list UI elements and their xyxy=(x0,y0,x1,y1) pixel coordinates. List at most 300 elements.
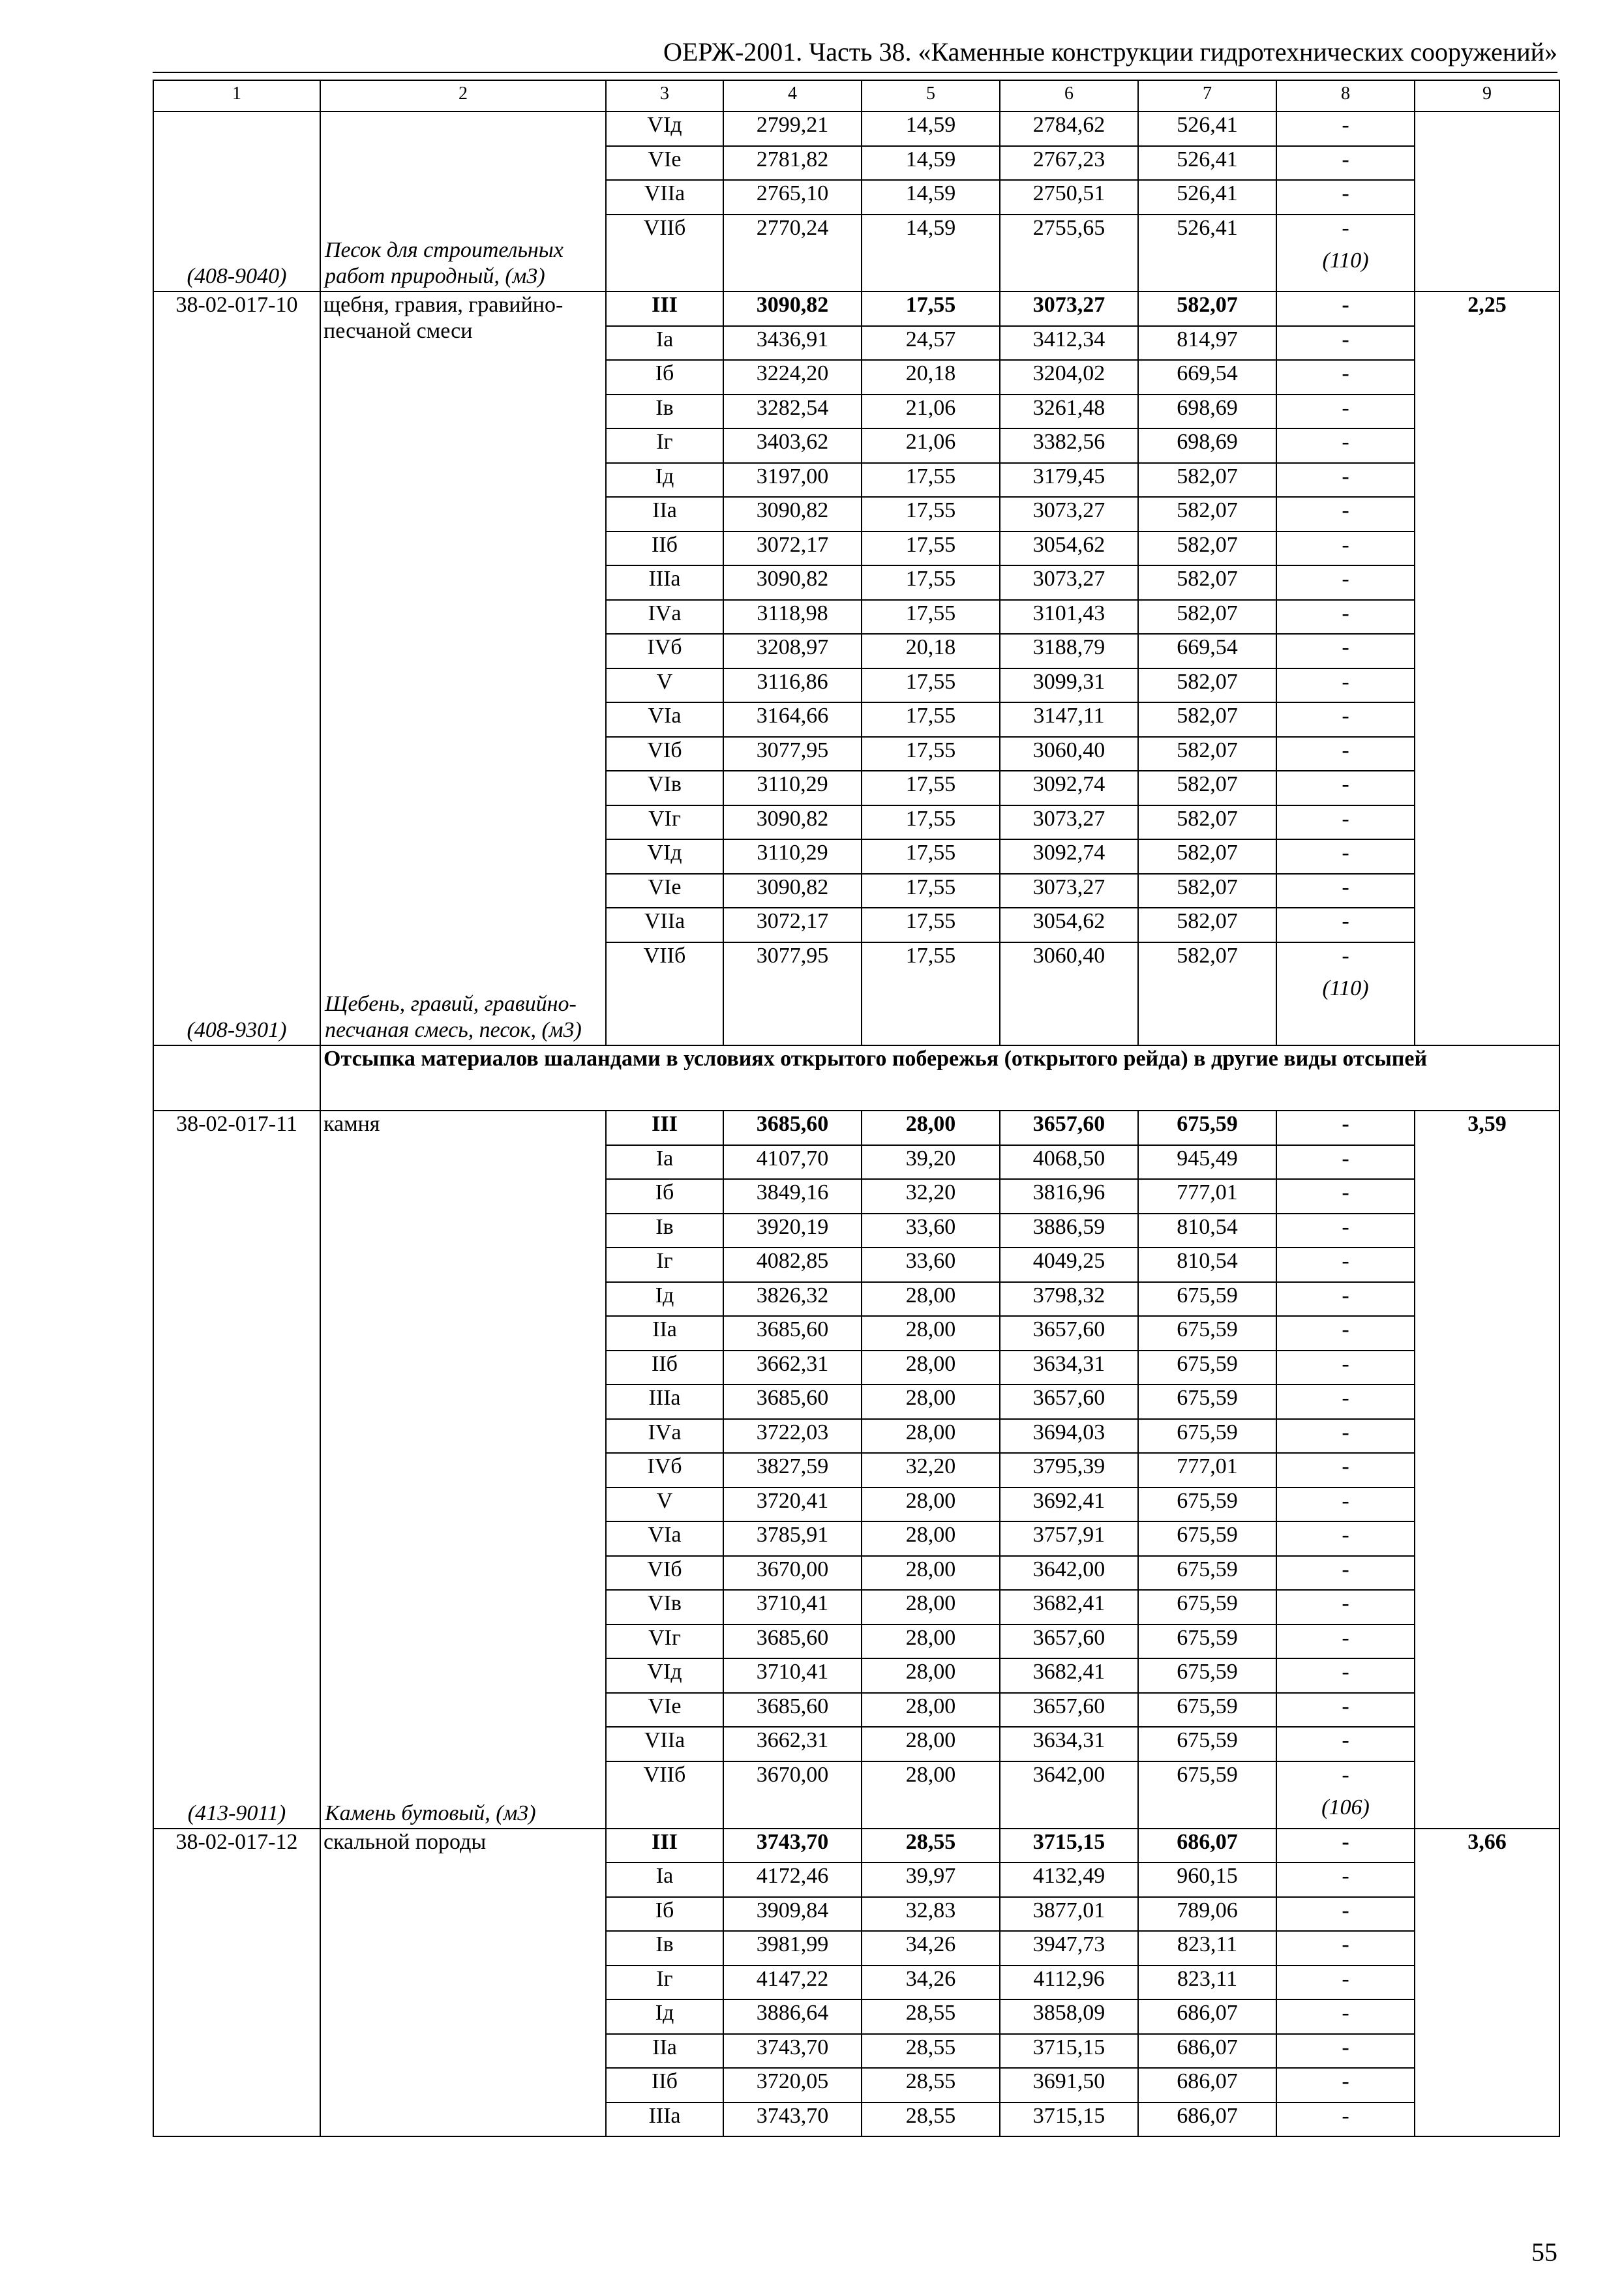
cell-col6: 3073,27 xyxy=(1000,874,1138,908)
cell-col4: 3090,82 xyxy=(723,497,862,531)
cell-col6: 3715,15 xyxy=(1000,2034,1138,2069)
cell-col7: 582,07 xyxy=(1138,668,1276,703)
cell-col8: - xyxy=(1276,531,1415,566)
cell-col5: 17,55 xyxy=(862,771,1000,805)
cell-col6: 3642,00 xyxy=(1000,1556,1138,1591)
cell-col8: - xyxy=(1276,112,1415,146)
cell-col6: 3642,00 xyxy=(1000,1761,1138,1795)
cell-col7: 675,59 xyxy=(1138,1488,1276,1522)
colnum-8: 8 xyxy=(1276,80,1415,112)
cell-col4: 3710,41 xyxy=(723,1658,862,1693)
cell-col8: - xyxy=(1276,1179,1415,1214)
cell-col3: Iв xyxy=(606,1931,723,1966)
cell-col6: 3054,62 xyxy=(1000,531,1138,566)
cell-col6: 3060,40 xyxy=(1000,942,1138,976)
name-cell xyxy=(320,292,606,1045)
cell-col6: 3054,62 xyxy=(1000,908,1138,942)
cell-col7: 526,41 xyxy=(1138,215,1276,248)
cell-col8: - xyxy=(1276,1419,1415,1454)
cell-col8: - xyxy=(1276,908,1415,942)
cell-col5: 28,55 xyxy=(862,2068,1000,2102)
cell-col5: 32,20 xyxy=(862,1179,1000,1214)
cell-col7: 686,07 xyxy=(1138,2102,1276,2137)
cell-col4: 3685,60 xyxy=(723,1693,862,1728)
cell-col5: 21,06 xyxy=(862,395,1000,429)
cell-col4: 3077,95 xyxy=(723,737,862,771)
cell-col4: 3197,00 xyxy=(723,463,862,498)
cell-col7: 675,59 xyxy=(1138,1316,1276,1351)
cell-col8: - xyxy=(1276,292,1415,326)
cell-col4: 3685,60 xyxy=(723,1316,862,1351)
cell-col5: 28,00 xyxy=(862,1761,1000,1795)
cell-col6: 3657,60 xyxy=(1000,1693,1138,1728)
cell-col5: 17,55 xyxy=(862,565,1000,600)
colnum-5: 5 xyxy=(862,80,1000,112)
cell-col4: 3072,17 xyxy=(723,908,862,942)
cell-col8: - xyxy=(1276,1590,1415,1624)
cell-col3: VIв xyxy=(606,771,723,805)
cell-col8: - xyxy=(1276,839,1415,874)
cell-col3: IVа xyxy=(606,1419,723,1454)
cell-col3: VIIа xyxy=(606,1727,723,1761)
cell-col7: 582,07 xyxy=(1138,908,1276,942)
cell-col7: 669,54 xyxy=(1138,360,1276,395)
coefficient-cell: 3,66 xyxy=(1415,1829,1559,2137)
cell-col3: III xyxy=(606,1111,723,1145)
cell-col3: IVб xyxy=(606,634,723,668)
cell-col7: 582,07 xyxy=(1138,600,1276,635)
cell-col7: 698,69 xyxy=(1138,428,1276,463)
resource-col6 xyxy=(1000,248,1138,292)
cell-col8: - xyxy=(1276,395,1415,429)
resource-col8: (106) xyxy=(1276,1795,1415,1829)
cell-col3: VIа xyxy=(606,702,723,737)
cell-col4: 3077,95 xyxy=(723,942,862,976)
cell-col8: - xyxy=(1276,600,1415,635)
cell-col7: 823,11 xyxy=(1138,1931,1276,1966)
cell-col6: 4068,50 xyxy=(1000,1145,1138,1180)
cell-col6: 3060,40 xyxy=(1000,737,1138,771)
cell-col5: 28,55 xyxy=(862,1999,1000,2034)
cell-col8: - xyxy=(1276,215,1415,248)
cell-col4: 3208,97 xyxy=(723,634,862,668)
cell-col3: VIе xyxy=(606,1693,723,1728)
page-header: ОЕРЖ-2001. Часть 38. «Каменные конструкции гидротехнических сооружений» xyxy=(663,37,1557,67)
cell-col8: - xyxy=(1276,1727,1415,1761)
cell-col8: - xyxy=(1276,326,1415,361)
cell-col5: 20,18 xyxy=(862,634,1000,668)
cell-col6: 3188,79 xyxy=(1000,634,1138,668)
cell-col6: 3757,91 xyxy=(1000,1521,1138,1556)
cell-col5: 17,55 xyxy=(862,531,1000,566)
cell-col3: V xyxy=(606,1488,723,1522)
cell-col8: - xyxy=(1276,1693,1415,1728)
cell-col6: 3147,11 xyxy=(1000,702,1138,737)
cell-col7: 675,59 xyxy=(1138,1693,1276,1728)
cell-col5: 17,55 xyxy=(862,839,1000,874)
resource-col6 xyxy=(1000,1795,1138,1829)
cell-col3: VIIб xyxy=(606,215,723,248)
cell-col5: 17,55 xyxy=(862,874,1000,908)
cell-col8: - xyxy=(1276,1966,1415,2000)
cell-col6: 3691,50 xyxy=(1000,2068,1138,2102)
cell-col8: - xyxy=(1276,1282,1415,1317)
cell-col7: 675,59 xyxy=(1138,1590,1276,1624)
cell-col7: 582,07 xyxy=(1138,805,1276,840)
cell-col5: 14,59 xyxy=(862,180,1000,215)
cell-col4: 3072,17 xyxy=(723,531,862,566)
cell-col6: 3634,31 xyxy=(1000,1351,1138,1385)
cell-col5: 17,55 xyxy=(862,737,1000,771)
resource-col4 xyxy=(723,1795,862,1829)
cell-col4: 2799,21 xyxy=(723,112,862,146)
cell-col4: 3849,16 xyxy=(723,1179,862,1214)
cell-col7: 582,07 xyxy=(1138,702,1276,737)
cell-col8: - xyxy=(1276,1145,1415,1180)
cell-col4: 3743,70 xyxy=(723,1829,862,1863)
coefficient-cell: 3,59 xyxy=(1415,1111,1559,1829)
resource-col5 xyxy=(862,976,1000,1045)
cell-col5: 14,59 xyxy=(862,112,1000,146)
resource-col5 xyxy=(862,248,1000,292)
cell-col6: 3657,60 xyxy=(1000,1384,1138,1419)
cell-col4: 3826,32 xyxy=(723,1282,862,1317)
cell-col8: - xyxy=(1276,1453,1415,1488)
cell-col5: 17,55 xyxy=(862,600,1000,635)
column-number-row xyxy=(153,80,1559,112)
cell-col7: 810,54 xyxy=(1138,1214,1276,1248)
cell-col8: - xyxy=(1276,1384,1415,1419)
cell-col6: 3816,96 xyxy=(1000,1179,1138,1214)
cell-col6: 3101,43 xyxy=(1000,600,1138,635)
colnum-6: 6 xyxy=(1000,80,1138,112)
cell-col6: 4049,25 xyxy=(1000,1248,1138,1282)
cell-col3: IIа xyxy=(606,1316,723,1351)
cell-col7: 675,59 xyxy=(1138,1727,1276,1761)
cell-col5: 17,55 xyxy=(862,805,1000,840)
cell-col7: 526,41 xyxy=(1138,180,1276,215)
cell-col4: 3685,60 xyxy=(723,1111,862,1145)
cell-col3: IIа xyxy=(606,497,723,531)
cell-col5: 28,00 xyxy=(862,1419,1000,1454)
cell-col6: 2750,51 xyxy=(1000,180,1138,215)
cell-col5: 17,55 xyxy=(862,497,1000,531)
cell-col5: 39,20 xyxy=(862,1145,1000,1180)
cell-col7: 686,07 xyxy=(1138,1999,1276,2034)
section-spacer xyxy=(153,1045,320,1111)
cell-col4: 3886,64 xyxy=(723,1999,862,2034)
cell-col5: 28,00 xyxy=(862,1590,1000,1624)
cell-col6: 3073,27 xyxy=(1000,497,1138,531)
cell-col4: 3785,91 xyxy=(723,1521,862,1556)
resource-col5 xyxy=(862,1795,1000,1829)
cell-col3: VIа xyxy=(606,1521,723,1556)
section-title: Отсыпка материалов шаландами в условиях открытого побережья (открытого рейда) в другие виды отсыпей xyxy=(320,1045,1559,1111)
cell-col4: 3662,31 xyxy=(723,1351,862,1385)
cell-col6: 3092,74 xyxy=(1000,839,1138,874)
colnum-2: 2 xyxy=(320,80,606,112)
cell-col4: 3743,70 xyxy=(723,2034,862,2069)
cell-col8: - xyxy=(1276,702,1415,737)
cell-col3: III xyxy=(606,1829,723,1863)
cell-col4: 3710,41 xyxy=(723,1590,862,1624)
cell-col4: 4107,70 xyxy=(723,1145,862,1180)
cell-col3: IIб xyxy=(606,531,723,566)
cell-col5: 34,26 xyxy=(862,1966,1000,2000)
cell-col4: 3436,91 xyxy=(723,326,862,361)
cell-col5: 33,60 xyxy=(862,1248,1000,1282)
cell-col4: 3920,19 xyxy=(723,1214,862,1248)
cell-col5: 17,55 xyxy=(862,668,1000,703)
cell-col5: 28,00 xyxy=(862,1624,1000,1659)
cell-col5: 28,00 xyxy=(862,1658,1000,1693)
cell-col4: 4082,85 xyxy=(723,1248,862,1282)
colnum-1: 1 xyxy=(153,80,320,112)
cell-col5: 28,00 xyxy=(862,1384,1000,1419)
colnum-7: 7 xyxy=(1138,80,1276,112)
cell-col6: 3657,60 xyxy=(1000,1316,1138,1351)
cell-col8: - xyxy=(1276,360,1415,395)
item-name: щебня, гравия, гравийно-песчаной смеси xyxy=(323,293,564,343)
cell-col3: Iб xyxy=(606,1897,723,1932)
cell-col6: 3073,27 xyxy=(1000,565,1138,600)
cell-col6: 2767,23 xyxy=(1000,146,1138,181)
section-row xyxy=(153,1045,1559,1111)
cell-col5: 28,00 xyxy=(862,1488,1000,1522)
cell-col3: VIIб xyxy=(606,1761,723,1795)
cell-col6: 3795,39 xyxy=(1000,1453,1138,1488)
cell-col4: 3685,60 xyxy=(723,1384,862,1419)
cell-col6: 2755,65 xyxy=(1000,215,1138,248)
table-row xyxy=(153,292,1559,326)
cell-col7: 945,49 xyxy=(1138,1145,1276,1180)
cell-col7: 675,59 xyxy=(1138,1556,1276,1591)
cell-col7: 675,59 xyxy=(1138,1384,1276,1419)
cell-col3: VIIа xyxy=(606,908,723,942)
cell-col3: Iв xyxy=(606,395,723,429)
cell-col3: VIд xyxy=(606,1658,723,1693)
cell-col8: - xyxy=(1276,805,1415,840)
cell-col6: 3261,48 xyxy=(1000,395,1138,429)
cell-col6: 3858,09 xyxy=(1000,1999,1138,2034)
cell-col5: 17,55 xyxy=(862,463,1000,498)
cell-col8: - xyxy=(1276,1863,1415,1897)
cell-col8: - xyxy=(1276,1658,1415,1693)
table-row xyxy=(153,1829,1559,1863)
cell-col3: Iа xyxy=(606,326,723,361)
code-cell xyxy=(153,1111,320,1829)
resource-code: (408-9301) xyxy=(187,1018,287,1042)
table-row xyxy=(153,112,1559,146)
rates-table xyxy=(153,80,1560,2137)
cell-col3: IIб xyxy=(606,1351,723,1385)
resource-col7 xyxy=(1138,976,1276,1045)
cell-col3: Iд xyxy=(606,1282,723,1317)
name-cell xyxy=(320,1111,606,1829)
cell-col5: 17,55 xyxy=(862,702,1000,737)
cell-col5: 28,00 xyxy=(862,1316,1000,1351)
cell-col8: - xyxy=(1276,942,1415,976)
cell-col5: 21,06 xyxy=(862,428,1000,463)
cell-col7: 582,07 xyxy=(1138,565,1276,600)
cell-col6: 3682,41 xyxy=(1000,1658,1138,1693)
cell-col3: VIе xyxy=(606,874,723,908)
cell-col3: VIд xyxy=(606,112,723,146)
cell-col3: Iг xyxy=(606,1248,723,1282)
cell-col5: 39,97 xyxy=(862,1863,1000,1897)
cell-col4: 3743,70 xyxy=(723,2102,862,2137)
table-body xyxy=(153,80,1559,2136)
cell-col8: - xyxy=(1276,1248,1415,1282)
cell-col4: 3118,98 xyxy=(723,600,862,635)
cell-col7: 582,07 xyxy=(1138,531,1276,566)
coefficient-cell: 2,25 xyxy=(1415,292,1559,1045)
cell-col3: Iб xyxy=(606,360,723,395)
header-rule xyxy=(153,72,1557,73)
cell-col4: 3090,82 xyxy=(723,874,862,908)
cell-col7: 675,59 xyxy=(1138,1624,1276,1659)
cell-col4: 3090,82 xyxy=(723,565,862,600)
cell-col8: - xyxy=(1276,1214,1415,1248)
cell-col4: 2770,24 xyxy=(723,215,862,248)
cell-col7: 582,07 xyxy=(1138,292,1276,326)
cell-col6: 3798,32 xyxy=(1000,1282,1138,1317)
cell-col6: 3947,73 xyxy=(1000,1931,1138,1966)
cell-col4: 3670,00 xyxy=(723,1761,862,1795)
cell-col6: 3877,01 xyxy=(1000,1897,1138,1932)
cell-col6: 3692,41 xyxy=(1000,1488,1138,1522)
cell-col5: 28,00 xyxy=(862,1111,1000,1145)
cell-col3: VIв xyxy=(606,1590,723,1624)
cell-col3: IIIа xyxy=(606,2102,723,2137)
cell-col5: 28,00 xyxy=(862,1556,1000,1591)
resource-col7 xyxy=(1138,248,1276,292)
cell-col4: 3090,82 xyxy=(723,292,862,326)
cell-col4: 3981,99 xyxy=(723,1931,862,1966)
cell-col8: - xyxy=(1276,1111,1415,1145)
cell-col8: - xyxy=(1276,2034,1415,2069)
cell-col5: 24,57 xyxy=(862,326,1000,361)
resource-col4 xyxy=(723,248,862,292)
cell-col8: - xyxy=(1276,1897,1415,1932)
cell-col8: - xyxy=(1276,2068,1415,2102)
cell-col3: VIIа xyxy=(606,180,723,215)
cell-col5: 14,59 xyxy=(862,215,1000,248)
cell-col5: 20,18 xyxy=(862,360,1000,395)
cell-col6: 3715,15 xyxy=(1000,1829,1138,1863)
cell-col6: 2784,62 xyxy=(1000,112,1138,146)
cell-col8: - xyxy=(1276,1999,1415,2034)
cell-col6: 3634,31 xyxy=(1000,1727,1138,1761)
cell-col7: 810,54 xyxy=(1138,1248,1276,1282)
cell-col3: VIIб xyxy=(606,942,723,976)
cell-col7: 526,41 xyxy=(1138,146,1276,181)
item-name: скальной породы xyxy=(323,1829,487,1854)
cell-col8: - xyxy=(1276,1351,1415,1385)
cell-col7: 675,59 xyxy=(1138,1111,1276,1145)
cell-col8: - xyxy=(1276,1829,1415,1863)
cell-col3: Iа xyxy=(606,1145,723,1180)
page-number: 55 xyxy=(1531,2237,1557,2267)
cell-col8: - xyxy=(1276,634,1415,668)
cell-col3: VIг xyxy=(606,1624,723,1659)
cell-col3: VIд xyxy=(606,839,723,874)
cell-col8: - xyxy=(1276,668,1415,703)
cell-col5: 28,00 xyxy=(862,1351,1000,1385)
item-code: 38-02-017-11 xyxy=(176,1112,297,1136)
cell-col3: IIIа xyxy=(606,1384,723,1419)
cell-col4: 2781,82 xyxy=(723,146,862,181)
cell-col6: 3092,74 xyxy=(1000,771,1138,805)
cell-col7: 777,01 xyxy=(1138,1179,1276,1214)
cell-col5: 14,59 xyxy=(862,146,1000,181)
cell-col4: 4147,22 xyxy=(723,1966,862,2000)
cell-col6: 3886,59 xyxy=(1000,1214,1138,1248)
cell-col4: 3670,00 xyxy=(723,1556,862,1591)
cell-col5: 32,83 xyxy=(862,1897,1000,1932)
cell-col3: Iд xyxy=(606,1999,723,2034)
cell-col7: 582,07 xyxy=(1138,737,1276,771)
cell-col3: Iг xyxy=(606,1966,723,2000)
resource-col3 xyxy=(606,248,723,292)
cell-col5: 17,55 xyxy=(862,942,1000,976)
cell-col5: 33,60 xyxy=(862,1214,1000,1248)
resource-name: Щебень, гравий, гравийно-песчаная смесь, песок, (м3) xyxy=(325,992,582,1042)
resource-name: Камень бутовый, (м3) xyxy=(325,1801,536,1825)
cell-col8: - xyxy=(1276,771,1415,805)
cell-col7: 582,07 xyxy=(1138,463,1276,498)
cell-col6: 4112,96 xyxy=(1000,1966,1138,2000)
resource-col4 xyxy=(723,976,862,1045)
cell-col4: 3282,54 xyxy=(723,395,862,429)
cell-col3: IIб xyxy=(606,2068,723,2102)
cell-col7: 960,15 xyxy=(1138,1863,1276,1897)
resource-col6 xyxy=(1000,976,1138,1045)
cell-col5: 28,00 xyxy=(862,1693,1000,1728)
cell-col6: 3204,02 xyxy=(1000,360,1138,395)
cell-col3: Iа xyxy=(606,1863,723,1897)
cell-col3: IVа xyxy=(606,600,723,635)
cell-col6: 3694,03 xyxy=(1000,1419,1138,1454)
cell-col8: - xyxy=(1276,1761,1415,1795)
cell-col3: III xyxy=(606,292,723,326)
cell-col8: - xyxy=(1276,497,1415,531)
cell-col8: - xyxy=(1276,737,1415,771)
cell-col7: 675,59 xyxy=(1138,1521,1276,1556)
cell-col8: - xyxy=(1276,1488,1415,1522)
code-cell xyxy=(153,112,320,292)
resource-code: (408-9040) xyxy=(187,264,287,288)
cell-col6: 3382,56 xyxy=(1000,428,1138,463)
cell-col4: 3720,41 xyxy=(723,1488,862,1522)
cell-col5: 28,00 xyxy=(862,1282,1000,1317)
code-cell xyxy=(153,292,320,1045)
cell-col8: - xyxy=(1276,1521,1415,1556)
cell-col7: 582,07 xyxy=(1138,874,1276,908)
cell-col6: 3682,41 xyxy=(1000,1590,1138,1624)
cell-col4: 3403,62 xyxy=(723,428,862,463)
cell-col6: 3179,45 xyxy=(1000,463,1138,498)
cell-col8: - xyxy=(1276,180,1415,215)
cell-col6: 3657,60 xyxy=(1000,1624,1138,1659)
cell-col5: 28,00 xyxy=(862,1727,1000,1761)
resource-col8: (110) xyxy=(1276,976,1415,1045)
cell-col4: 3909,84 xyxy=(723,1897,862,1932)
cell-col7: 675,59 xyxy=(1138,1419,1276,1454)
cell-col4: 3827,59 xyxy=(723,1453,862,1488)
cell-col5: 17,55 xyxy=(862,908,1000,942)
colnum-4: 4 xyxy=(723,80,862,112)
